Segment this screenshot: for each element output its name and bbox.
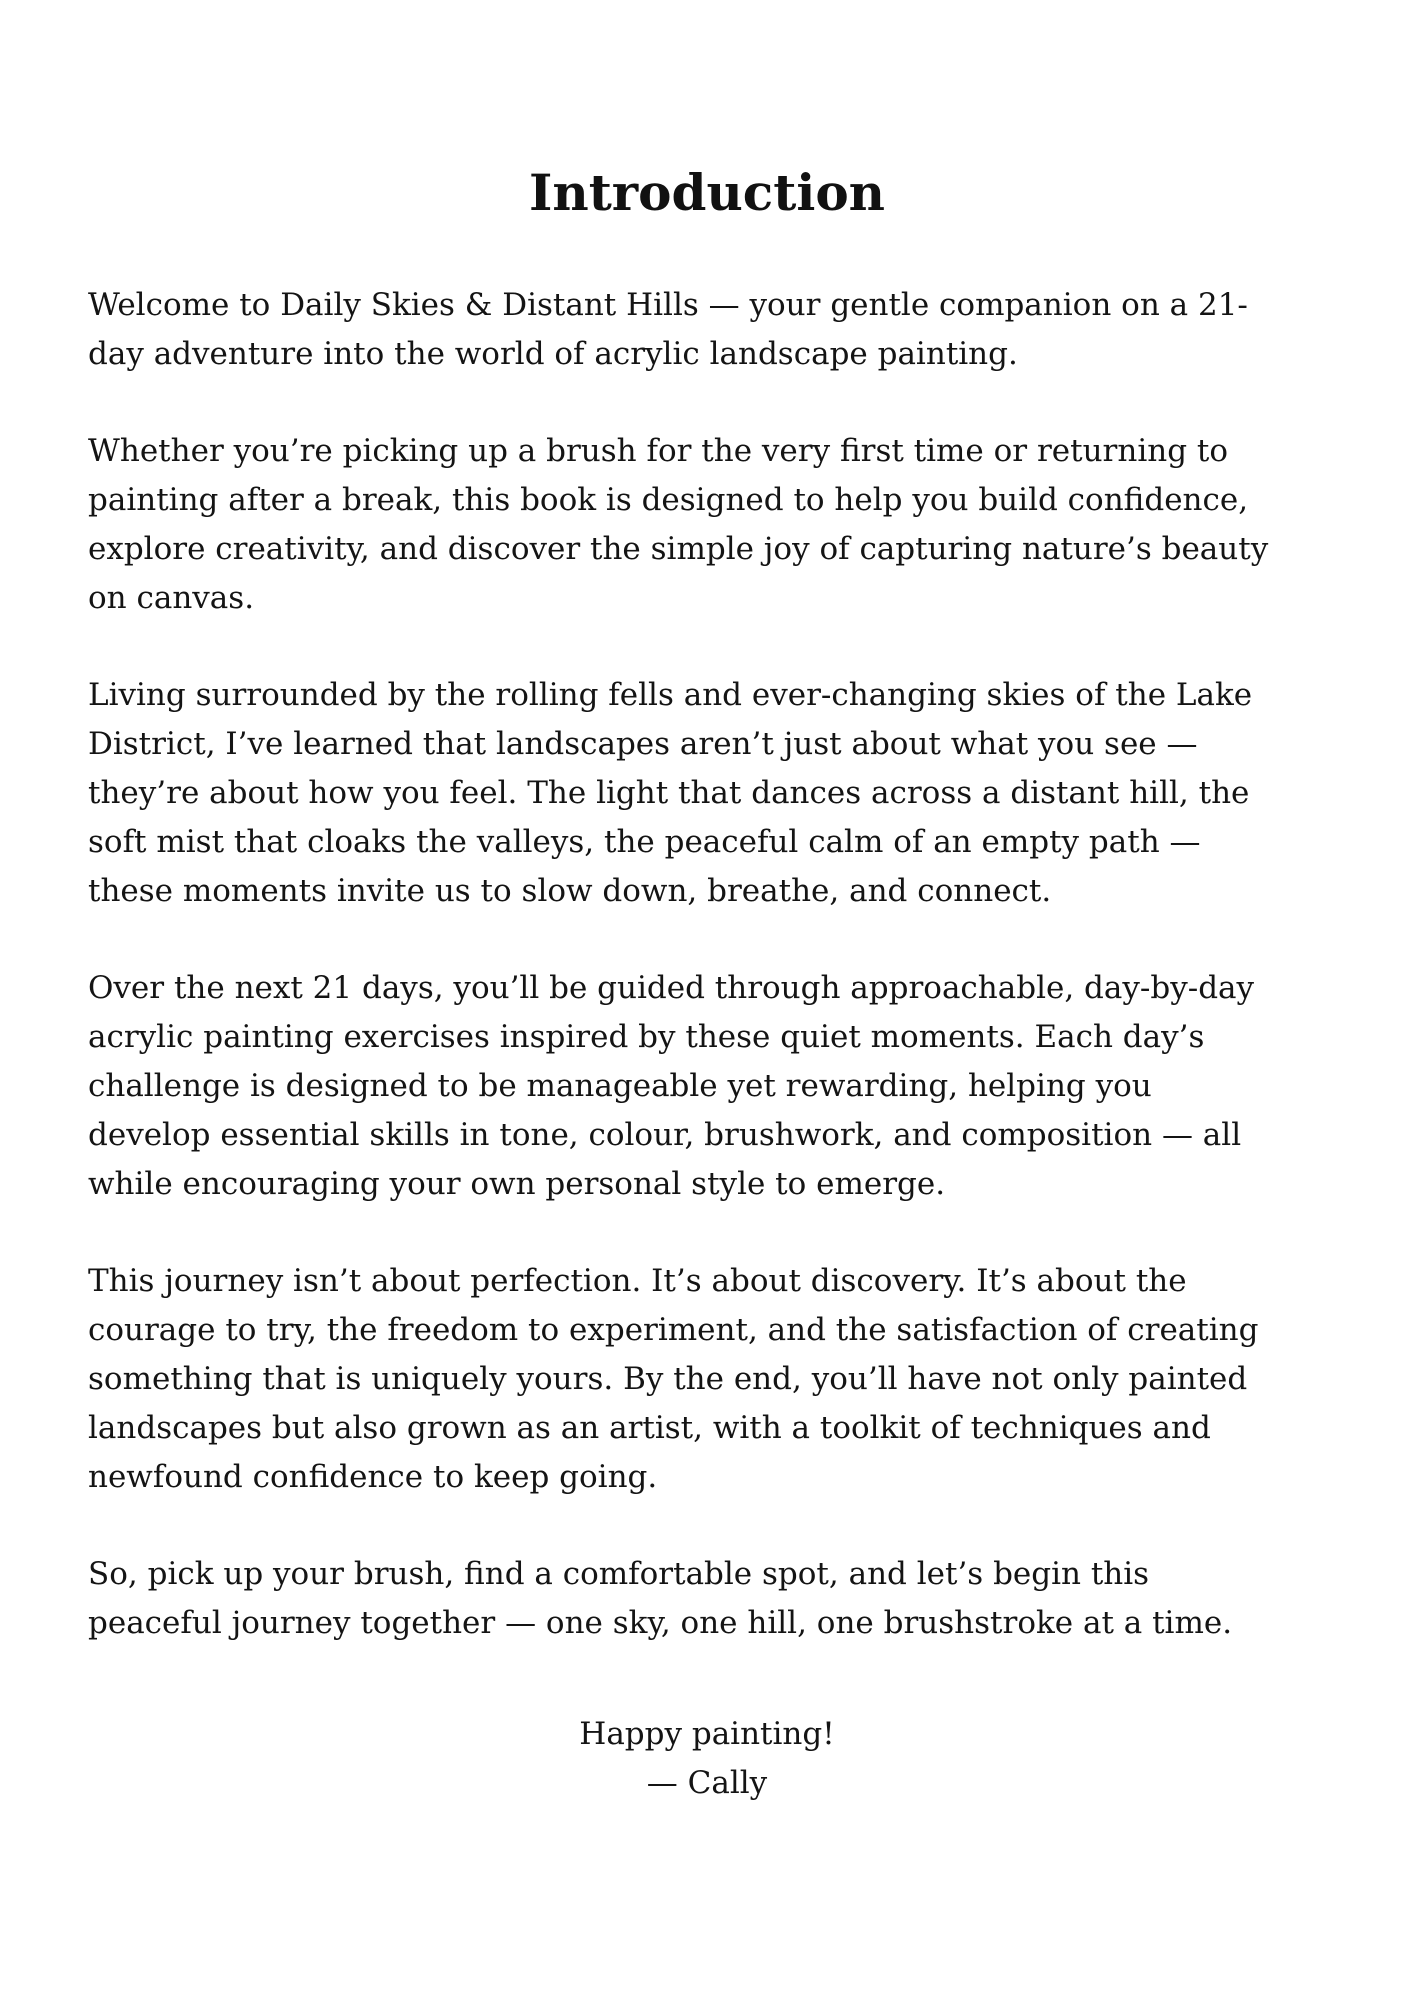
paragraph-line: acrylic painting exercises inspired by these quiet moments. Each day’s: [88, 1019, 1205, 1055]
paragraph-3: [88, 671, 1348, 916]
author-signature: — Cally: [646, 1765, 768, 1801]
paragraph-line: landscapes but also grown as an artist, with a toolkit of techniques and: [88, 1410, 1211, 1446]
paragraph-line: painting after a break, this book is designed to help you build confidence,: [88, 482, 1249, 518]
paragraph-line: So, pick up your brush, find a comfortable spot, and let’s begin this: [88, 1556, 1150, 1592]
paragraph-line: This journey isn’t about perfection. It’s about discovery. It’s about the: [88, 1263, 1187, 1299]
paragraph-line: soft mist that cloaks the valleys, the peaceful calm of an empty path —: [88, 824, 1201, 860]
paragraph-6: [88, 1550, 1348, 1648]
paragraph-line: Whether you’re picking up a brush for the very first time or returning to: [88, 433, 1229, 469]
paragraph-1: [88, 281, 1348, 379]
paragraph-line: these moments invite us to slow down, breathe, and connect.: [88, 873, 1052, 909]
paragraph-line: day adventure into the world of acrylic landscape painting.: [88, 336, 1018, 372]
paragraph-line: newfound confidence to keep going.: [88, 1459, 658, 1495]
paragraph-line: they’re about how you feel. The light that dances across a distant hill, the: [88, 775, 1250, 811]
paragraph-line: Over the next 21 days, you’ll be guided through approachable, day-by-day: [88, 970, 1255, 1006]
paragraph-5: [88, 1257, 1348, 1502]
paragraph-2: [88, 427, 1348, 623]
paragraph-line: District, I’ve learned that landscapes aren’t just about what you see —: [88, 726, 1198, 762]
paragraph-line: on canvas.: [88, 580, 255, 616]
paragraph-line: Welcome to Daily Skies & Distant Hills — your gentle companion on a 21-: [88, 287, 1248, 323]
page-title: Introduction: [528, 163, 886, 222]
paragraph-line: Living surrounded by the rolling fells and ever-changing skies of the Lake: [88, 677, 1253, 713]
paragraph-line: challenge is designed to be manageable yet rewarding, helping you: [88, 1068, 1152, 1104]
paragraph-4: [88, 964, 1348, 1209]
paragraph-line: courage to try, the freedom to experiment, and the satisfaction of creating: [88, 1312, 1259, 1348]
closing-text: Happy painting!: [579, 1716, 835, 1752]
signoff: [0, 1710, 1414, 1808]
paragraph-line: something that is uniquely yours. By the end, you’ll have not only painted: [88, 1361, 1248, 1397]
paragraph-line: peaceful journey together — one sky, one hill, one brushstroke at a time.: [88, 1605, 1233, 1641]
body-text: [88, 281, 1348, 1696]
paragraph-line: explore creativity, and discover the simple joy of capturing nature’s beauty: [88, 531, 1269, 567]
paragraph-line: develop essential skills in tone, colour, brushwork, and composition — all: [88, 1117, 1242, 1153]
paragraph-line: while encouraging your own personal style to emerge.: [88, 1166, 946, 1202]
